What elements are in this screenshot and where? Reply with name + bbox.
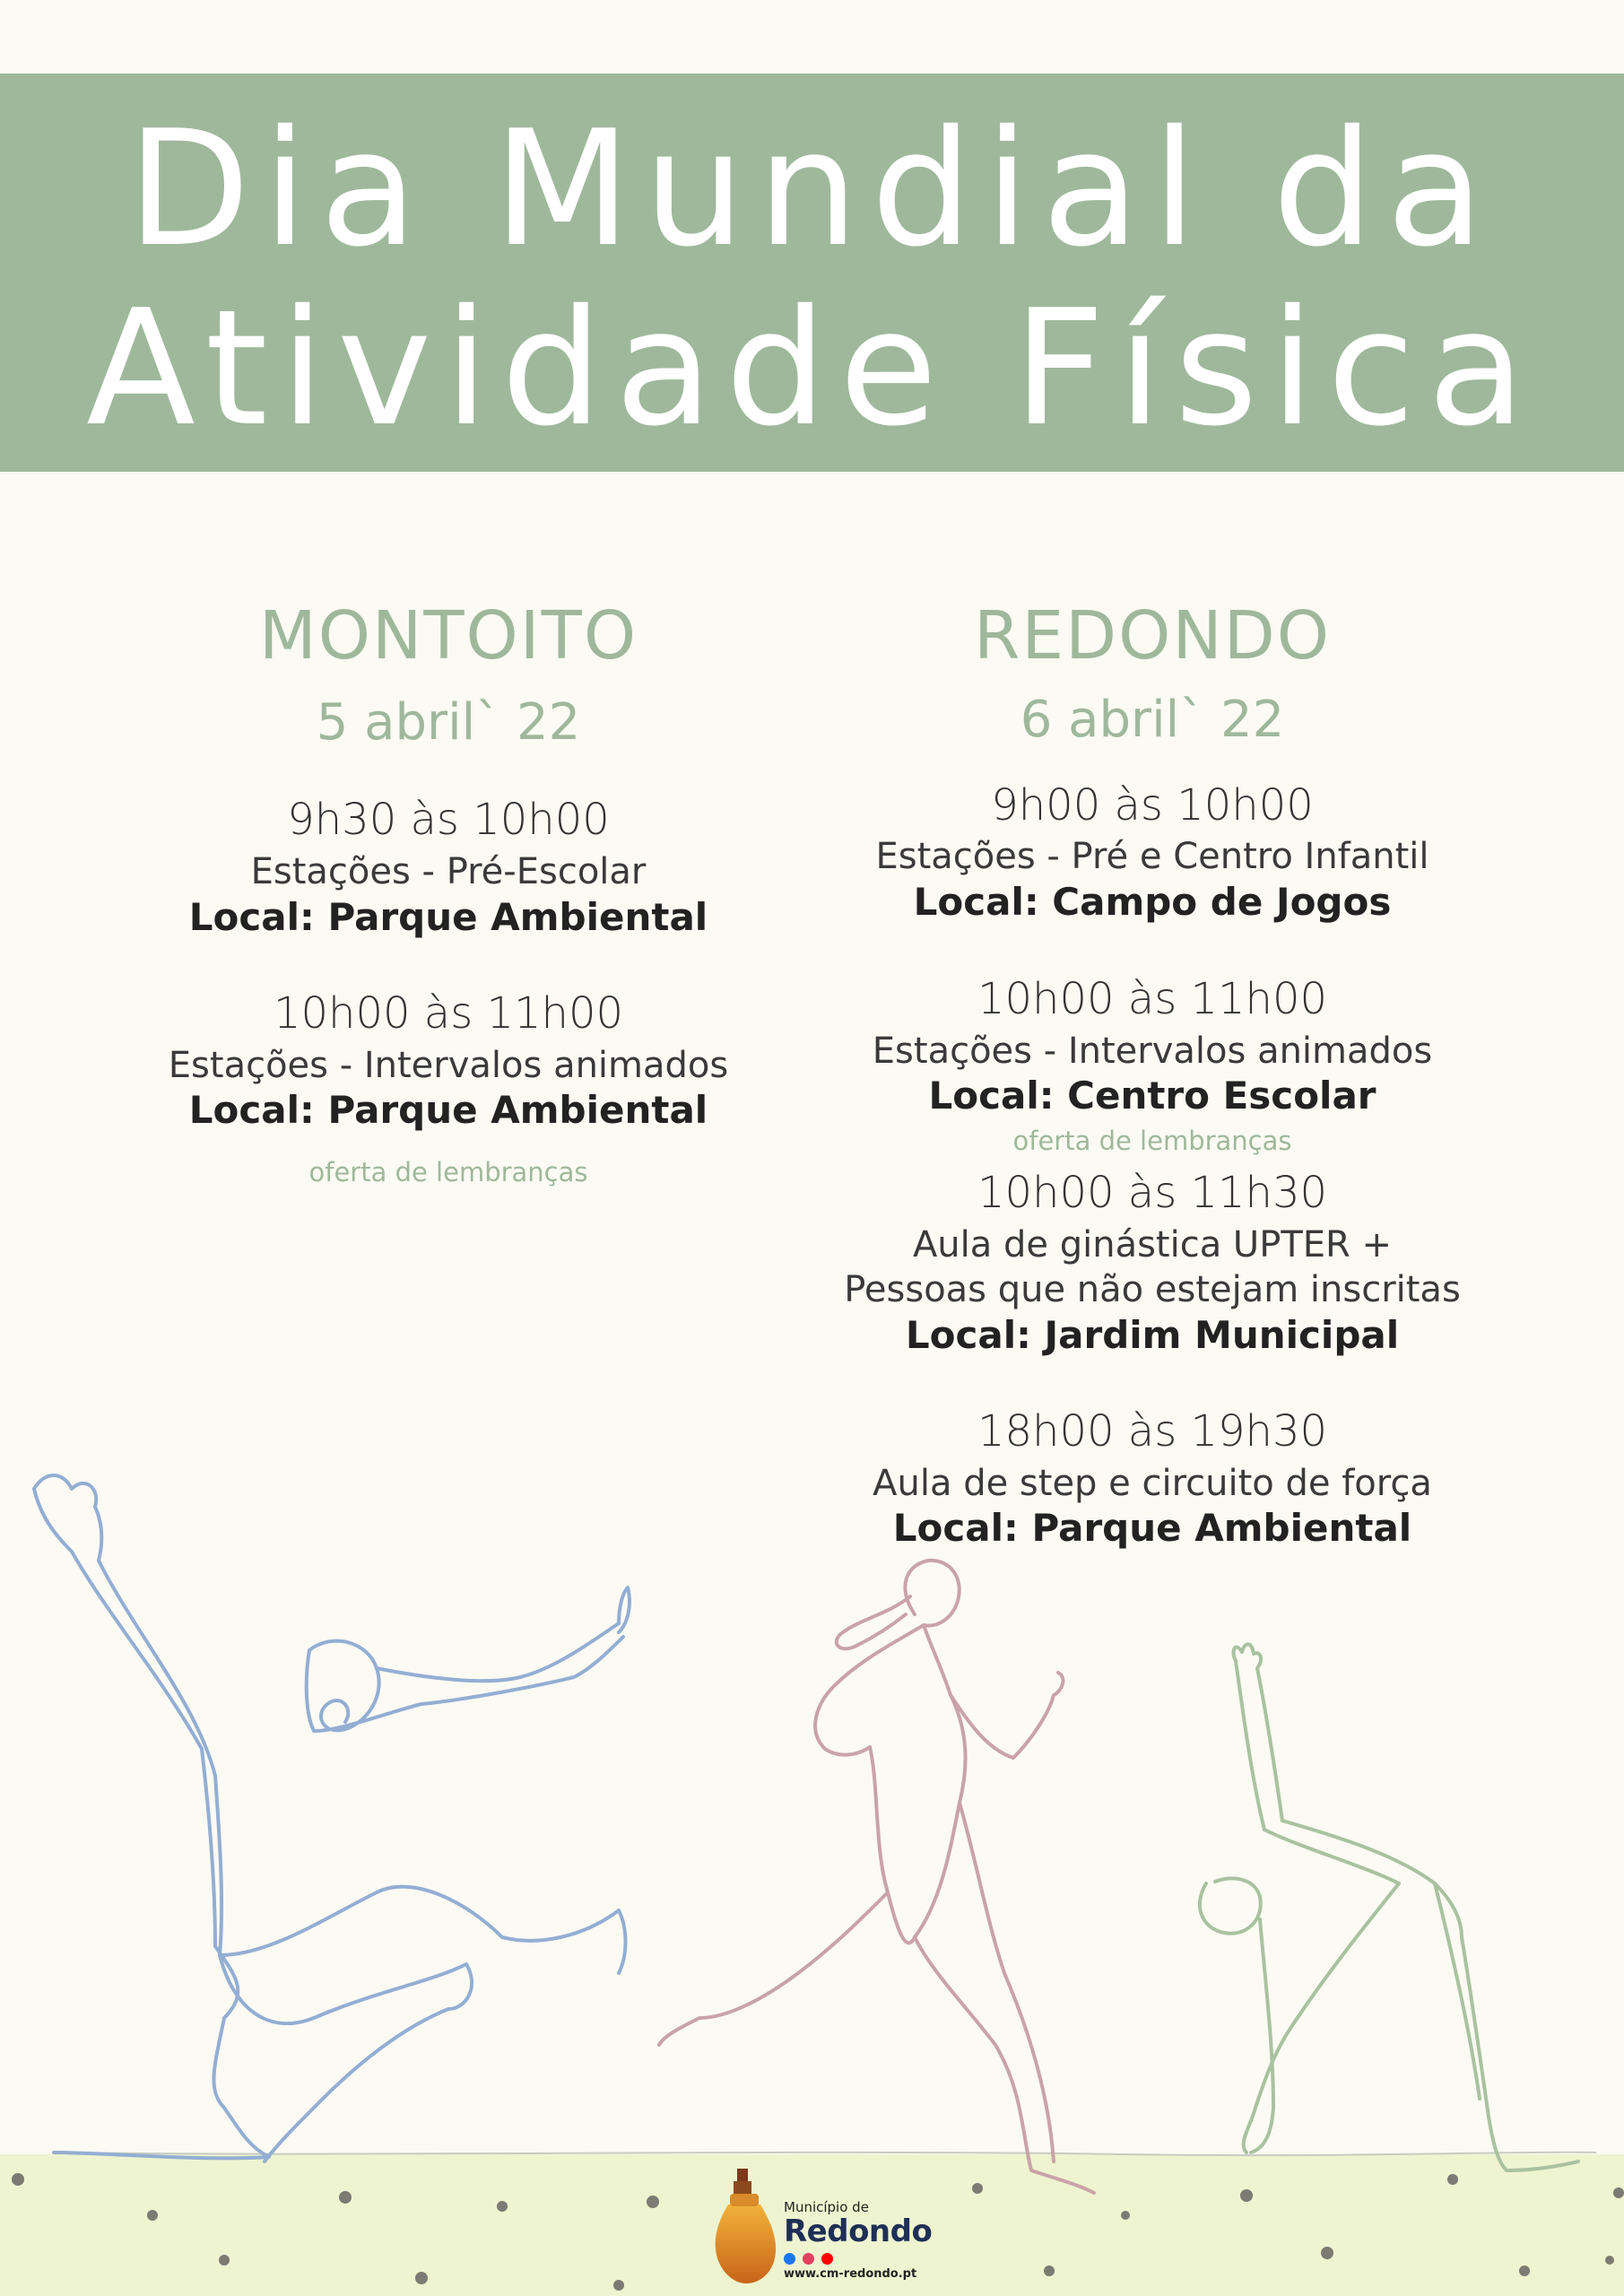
runner-figure — [659, 1561, 1094, 2193]
event-activity: Aula de step e circuito de força — [873, 1463, 1432, 1504]
event-time: 10h00 às 11h00 — [977, 974, 1328, 1024]
youtube-icon[interactable] — [821, 2253, 833, 2265]
event-local: Local: Parque Ambiental — [188, 895, 708, 939]
date-montoito: 5 abril` 22 — [316, 693, 581, 752]
event-time: 9h00 às 10h00 — [991, 780, 1314, 831]
event-activity-line-1: Aula de ginástica UPTER + — [912, 1224, 1393, 1265]
event-local: Local: Campo de Jogos — [913, 880, 1392, 924]
logo-jar-icon — [708, 2169, 780, 2285]
social-icons — [784, 2251, 855, 2266]
event-activity: Estações - Intervalos animados — [872, 1031, 1433, 1072]
event-local: Local: Jardim Municipal — [905, 1313, 1400, 1357]
website-link[interactable]: www.cm-redondo.pt — [784, 2267, 917, 2281]
municipality-logo — [708, 2169, 933, 2285]
event-time: 9h30 às 10h00 — [287, 795, 610, 845]
logo-name: Redondo — [784, 2213, 933, 2249]
gift-note: oferta de lembranças — [308, 1157, 588, 1187]
city-heading-montoito: MONTOITO — [258, 597, 638, 674]
city-heading-redondo: REDONDO — [974, 597, 1331, 674]
yoga-figure — [1200, 1644, 1578, 2170]
date-redondo: 6 abril` 22 — [1020, 691, 1285, 749]
event-activity: Estações - Pré e Centro Infantil — [875, 836, 1429, 877]
event-time: 10h00 às 11h00 — [273, 988, 624, 1039]
dancer-figure — [34, 1475, 630, 2161]
gift-note: oferta de lembranças — [1012, 1126, 1292, 1156]
event-time: 18h00 às 19h30 — [977, 1406, 1328, 1457]
title-line-1: Dia Mundial da — [126, 96, 1497, 282]
title-line-2: Atividade Física — [86, 275, 1538, 461]
logo-small-text: Município de — [784, 2199, 869, 2215]
event-local: Local: Centro Escolar — [928, 1074, 1376, 1118]
event-time: 10h00 às 11h30 — [977, 1168, 1328, 1218]
facebook-icon[interactable] — [784, 2253, 795, 2265]
instagram-icon[interactable] — [803, 2253, 814, 2265]
event-activity: Estações - Pré-Escolar — [250, 851, 647, 892]
event-activity: Estações - Intervalos animados — [168, 1045, 729, 1086]
event-local: Local: Parque Ambiental — [188, 1088, 708, 1132]
event-activity-line-2: Pessoas que não estejam inscritas — [844, 1269, 1461, 1310]
event-local: Local: Parque Ambiental — [892, 1506, 1412, 1550]
